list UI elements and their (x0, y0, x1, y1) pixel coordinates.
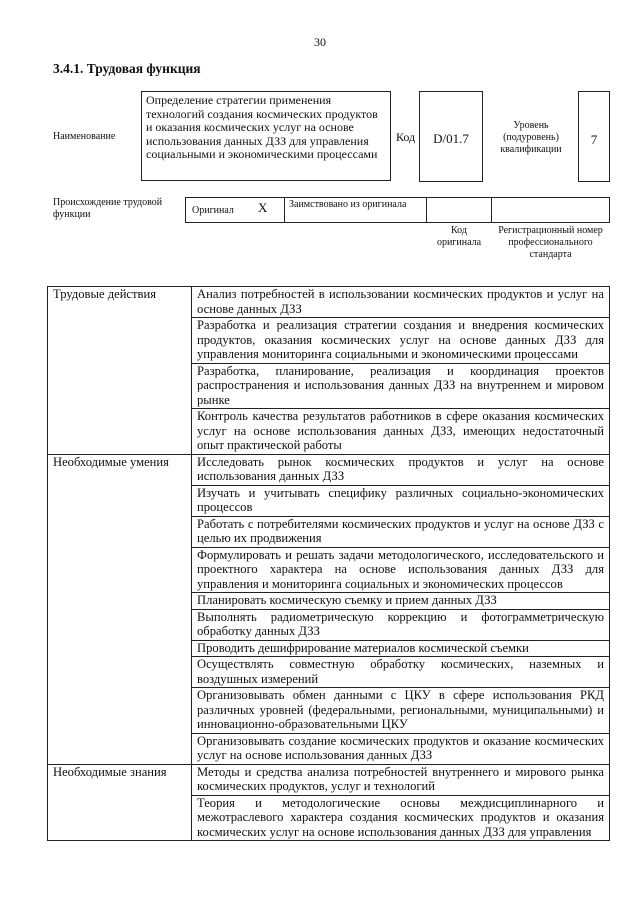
original-mark: X (258, 200, 268, 215)
page-number: 30 (314, 35, 326, 49)
name-label: Наименование (53, 131, 116, 142)
section-item: Разработка и реализация стратегии создания и внедрения космических продуктов, оказания космических услуг на основе данных ДЗЗ для управления мониторинга социальными и экономическими процессами (192, 318, 610, 364)
section-item: Организовывать обмен данными с ЦКУ в сфере использования РКД различных уровней (федеральными, региональными, муниципальными) и инновационно-образовательными ЦКУ (192, 688, 610, 734)
section-item: Изучать и учитывать специфику различных социально-экономических процессов (192, 485, 610, 516)
code-value-box (419, 91, 483, 182)
section-title: 3.4.1. Трудовая функция (53, 61, 201, 76)
table-row (48, 454, 610, 485)
section-item: Исследовать рынок космических продуктов и услуг на основе использования данных ДЗЗ (192, 454, 610, 485)
section-item: Методы и средства анализа потребностей внутреннего и мирового рынка космических продуктов, услуг и технологий (192, 764, 610, 795)
level-value: 7 (590, 132, 598, 147)
section-item: Работать с потребителями космических продуктов и услуг на основе ДЗЗ с целью их продвижения (192, 516, 610, 547)
section-item: Организовывать создание космических продуктов и оказание космических услуг на основе использования данных ДЗЗ (192, 733, 610, 764)
section-item: Планировать космическую съемку и прием данных ДЗЗ (192, 593, 610, 610)
section-label: Трудовые действия (48, 287, 192, 455)
table-row (48, 764, 610, 795)
section-item: Разработка, планирование, реализация и координация проектов распространения и использования данных ДЗЗ на внутреннем и мировом рынке (192, 363, 610, 409)
section-item: Теория и методологические основы междисциплинарного и межотраслевого характера создания космических продуктов и оказания космических услуг на основе использования данных ДЗЗ для управления (192, 795, 610, 841)
section-item: Выполнять радиометрическую коррекцию и фотограмметрическую обработку данных ДЗЗ (192, 609, 610, 640)
functions-table (47, 286, 610, 841)
section-label: Необходимые знания (48, 764, 192, 841)
origin-original-box (185, 197, 285, 223)
section-item: Контроль качества результатов работников в сфере оказания космических услуг на основе использования данных ДЗЗ, имеющих недостаточный опыт практической работы (192, 409, 610, 455)
section-item: Формулировать и решать задачи методологического, исследовательского и проектного характера на основе использования данных ДЗЗ для управления и мониторинга социальных и экономических процессов (192, 547, 610, 593)
section-item: Проводить дешифрирование материалов космической съемки (192, 640, 610, 657)
origin-code-box (426, 197, 492, 223)
reg-caption: Регистрационный номер профессионального стандарта (498, 225, 603, 260)
section-item: Осуществлять совместную обработку космических, наземных и воздушных измерений (192, 657, 610, 688)
level-label: Уровень (подуровень) квалификации (500, 120, 562, 155)
code-caption: Код оригинала (436, 225, 482, 248)
origin-borrowed-box (284, 197, 427, 223)
code-value: D/01.7 (433, 131, 469, 146)
origin-reg-box (491, 197, 610, 223)
section-label: Необходимые умения (48, 454, 192, 764)
table-row (48, 287, 610, 318)
origin-label: Происхождение трудовой функции (53, 197, 163, 220)
section-item: Анализ потребностей в использовании космических продуктов и услуг на основе данных ДЗЗ (192, 287, 610, 318)
code-label: Код (396, 130, 416, 144)
original-label: Оригинал (192, 205, 234, 216)
level-value-box (578, 91, 610, 182)
name-value: Определение стратегии применения технологий создания космических продуктов и оказания космических услуг на основе использования данных ДЗЗ для управления социальными и экономическими процессами (146, 93, 378, 161)
borrowed-label: Заимствовано из оригинала (289, 199, 407, 210)
name-value-box (141, 91, 391, 181)
